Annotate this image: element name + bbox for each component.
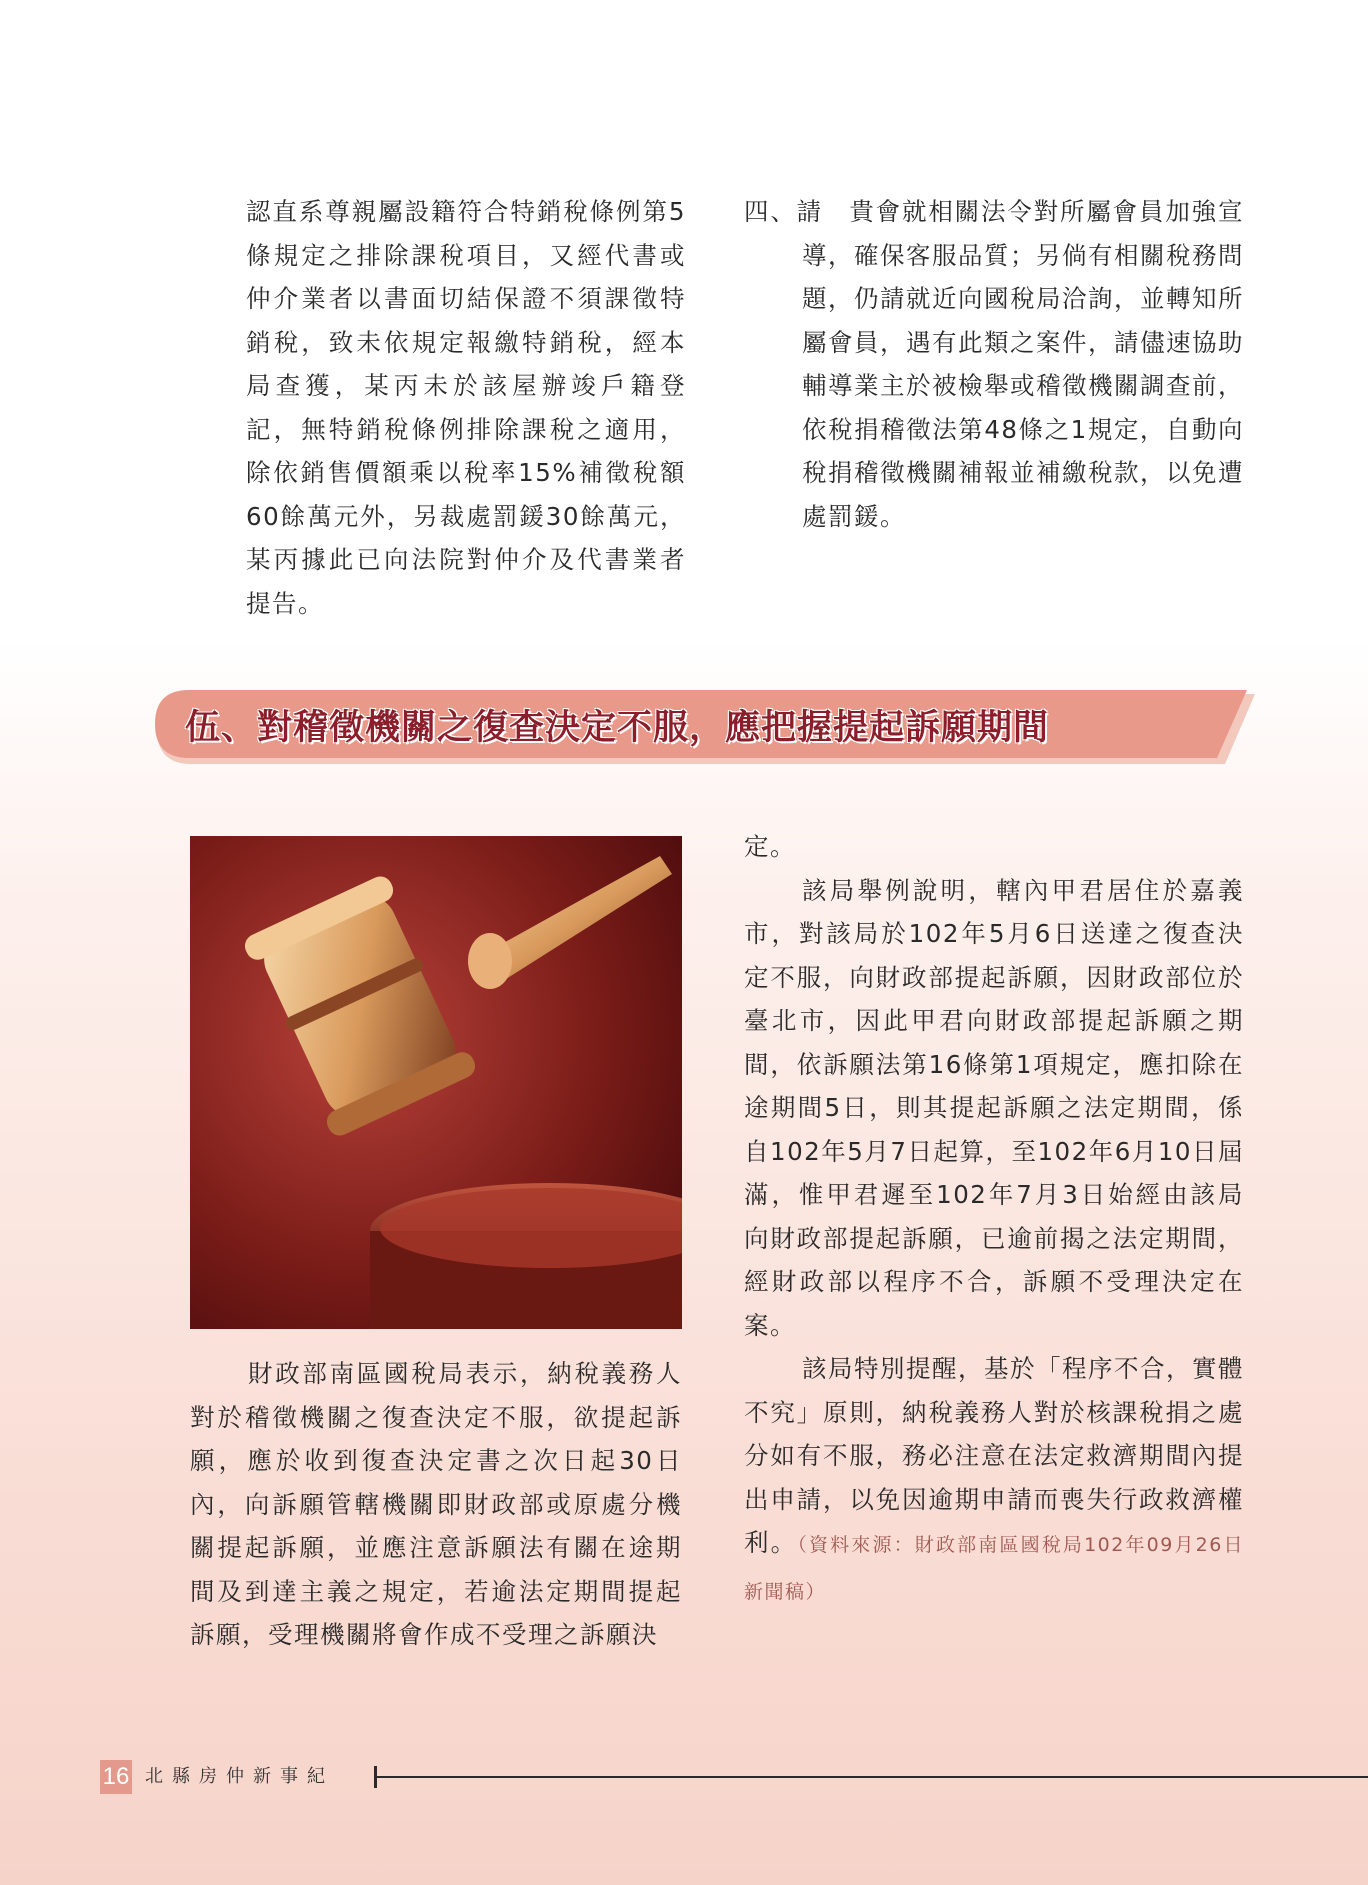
section1-right-column (744, 190, 1244, 538)
page-footer (100, 1760, 1368, 1794)
page-number: 16 (100, 1760, 132, 1794)
section2-right-column (744, 825, 1244, 1614)
section2-left-column (190, 1352, 682, 1657)
publication-name: 北縣房仲新事紀 (145, 1766, 334, 1787)
item-4-text: 四、請 貴會就相關法令對所屬會員加強宣導，確保客服品質；另倘有相關稅務問題，仍請就近向國稅局洽詢，並轉知所屬會員，遇有此類之案件，請儘速協助輔導業主於被檢舉或稽徵機關調查前，依稅捐稽徵法第48條之1規定，自動向稅捐稽徵機關補報並補繳稅款，以免遭處罰鍰。 (744, 197, 1244, 531)
section2-reminder-paragraph: 該局特別提醒，基於「程序不合，實體不究」原則，納稅義務人對於核課稅捐之處分如有不服，務必注意在法定救濟期間內提出申請，以免因逾期申請而喪失行政救濟權利。 (744, 1354, 1244, 1557)
source-note: （資料來源：財政部南區國稅局102年09月26日新聞稿） (744, 1534, 1245, 1603)
section2-continuation: 定。 (744, 832, 796, 861)
section1-left-text: 認直系尊親屬設籍符合特銷稅條例第5條規定之排除課稅項目，又經代書或仲介業者以書面切結保證不須課徵特銷稅，致未依規定報繳特銷稅，經本局查獲，某丙未於該屋辦竣戶籍登記，無特銷稅條例排除課稅之適用，除依銷售價額乘以稅率15%補徵稅額60餘萬元外，另裁處罰鍰30餘萬元，某丙據此已向法院對仲介及代書業者提告。 (246, 197, 686, 618)
section-title: 伍、對稽徵機關之復查決定不服，應把握提起訴願期間 (185, 708, 1050, 748)
section2-left-paragraph: 財政部南區國稅局表示，納稅義務人對於稽徵機關之復查決定不服，欲提起訴願，應於收到復查決定書之次日起30日內，向訴願管轄機關即財政部或原處分機關提起訴願，並應注意訴願法有關在途期間及到達主義之規定，若逾法定期間提起訴願，受理機關將會作成不受理之訴願決 (190, 1359, 682, 1649)
section2-example-paragraph: 該局舉例說明，轄內甲君居住於嘉義市，對該局於102年5月6日送達之復查決定不服，向財政部提起訴願，因財政部位於臺北市，因此甲君向財政部提起訴願之期間，依訴願法第16條第1項規定，應扣除在途期間5日，則其提起訴願之法定期間，係自102年5月7日起算，至102年6月10日屆滿，惟甲君遲至102年7月3日始經由該局向財政部提起訴願，已逾前揭之法定期間，經財政部以程序不合，訴願不受理決定在案。 (744, 875, 1244, 1340)
section-banner (155, 690, 1255, 764)
section1-left-column (246, 190, 686, 625)
footer-rule (374, 1776, 1368, 1778)
gavel-photo (190, 836, 682, 1329)
